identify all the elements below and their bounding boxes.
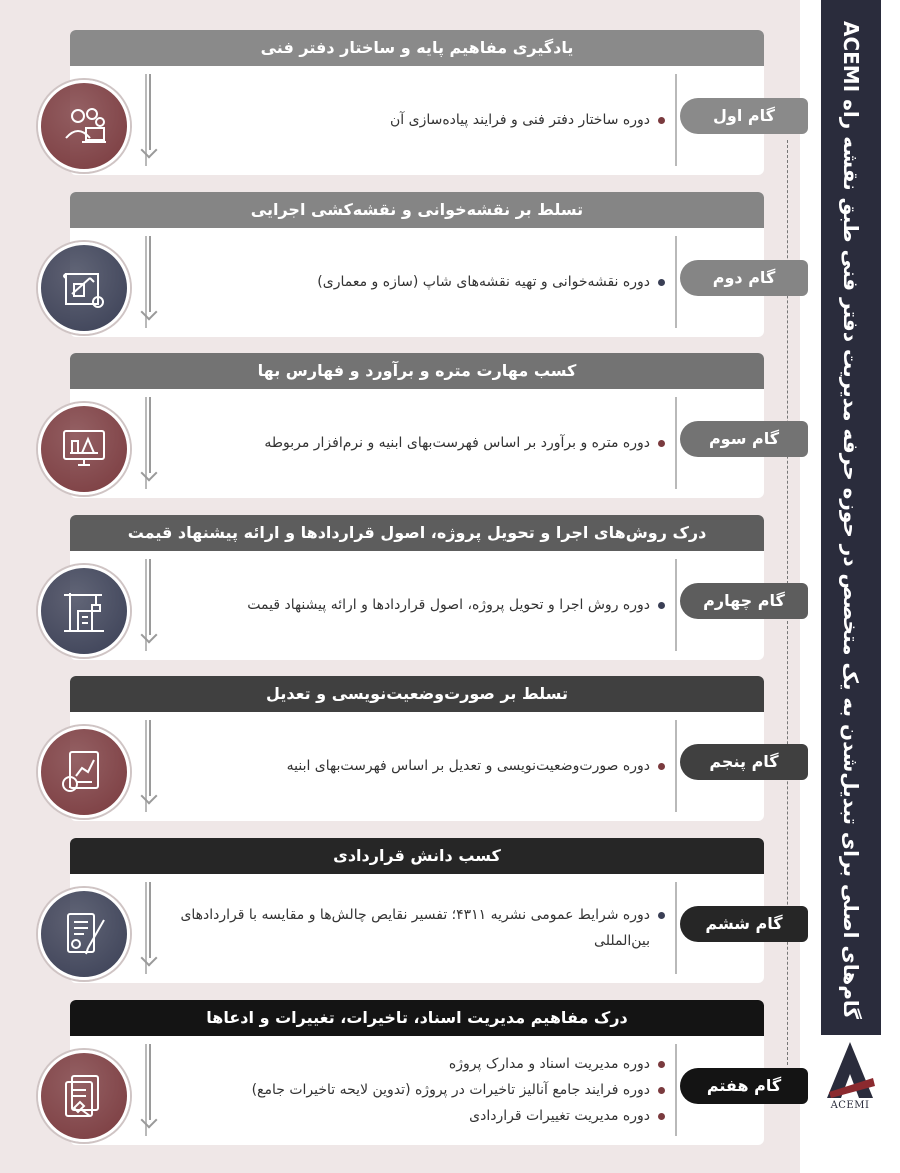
course-item — [160, 592, 665, 618]
course-label: دوره نقشه‌خوانی و تهیه نقشه‌های شاپ (سازه و معماری) — [317, 274, 650, 290]
down-arrow-icon — [149, 1044, 151, 1120]
blueprint-drafting-badge — [38, 242, 130, 334]
step-tab: گام دوم — [680, 260, 808, 296]
course-item — [160, 753, 665, 779]
course-label: دوره صورت‌وضعیت‌نویسی و تعدیل بر اساس فهرست‌بهای ابنیه — [286, 758, 650, 774]
bullet-icon — [658, 279, 665, 286]
down-arrow-icon — [149, 74, 151, 150]
down-arrow-icon — [149, 882, 151, 958]
step-card — [70, 192, 764, 337]
step-tab: گام اول — [680, 98, 808, 134]
course-item — [160, 430, 665, 456]
step-tab: گام پنجم — [680, 744, 808, 780]
blueprint-drafting-icon — [60, 264, 108, 312]
step-header: تسلط بر صورت‌وضعیت‌نویسی و تعدیل — [70, 676, 764, 712]
course-label: دوره متره و برآورد بر اساس فهرست‌بهای ابنیه و نرم‌افزار مربوطه — [264, 435, 650, 451]
bullet-icon — [658, 440, 665, 447]
step-tab: گام ششم — [680, 906, 808, 942]
bullet-icon — [658, 117, 665, 124]
contract-signing-icon — [60, 910, 108, 958]
course-list — [160, 397, 665, 489]
legal-documents-badge — [38, 1050, 130, 1142]
construction-crane-badge — [38, 565, 130, 657]
down-arrow-icon — [149, 559, 151, 635]
page-title: گام‌های اصلی برای تبدیل‌شدن به یک متخصص در حوزه حرفه مدیریت دفتر فنی طبق نقشه راه ACEMI — [839, 20, 863, 1020]
step-card — [70, 353, 764, 498]
course-label: دوره فرایند جامع آنالیز تاخیرات در پروژه (تدوین لایحه تاخیرات جامع) — [251, 1082, 650, 1098]
course-list — [160, 1044, 665, 1136]
construction-crane-icon — [60, 587, 108, 635]
step-header: یادگیری مفاهیم پایه و ساختار دفتر فنی — [70, 30, 764, 66]
contract-signing-badge — [38, 888, 130, 980]
course-list — [160, 74, 665, 166]
course-list — [160, 559, 665, 651]
bullet-icon — [658, 912, 665, 919]
course-list — [160, 720, 665, 812]
course-item — [160, 902, 665, 954]
down-arrow-icon — [149, 720, 151, 796]
estimation-monitor-badge — [38, 403, 130, 495]
down-arrow-icon — [149, 236, 151, 312]
step-card — [70, 838, 764, 983]
step-tab: گام هفتم — [680, 1068, 808, 1104]
step-header: کسب مهارت متره و برآورد و فهارس بها — [70, 353, 764, 389]
step-header: کسب دانش قراردادی — [70, 838, 764, 874]
course-item — [160, 1051, 665, 1077]
step-card — [70, 30, 764, 175]
course-item — [160, 1077, 665, 1103]
step-header: درک مفاهیم مدیریت اسناد، تاخیرات، تغییرات و ادعاها — [70, 1000, 764, 1036]
invoice-chart-icon — [60, 748, 108, 796]
estimation-monitor-icon — [60, 425, 108, 473]
course-label: دوره مدیریت تغییرات قراردادی — [469, 1108, 650, 1124]
step-tab: گام چهارم — [680, 583, 808, 619]
legal-documents-icon — [60, 1072, 108, 1120]
bullet-icon — [658, 1061, 665, 1068]
step-card — [70, 1000, 764, 1145]
down-arrow-icon — [149, 397, 151, 473]
course-list — [160, 882, 665, 974]
bullet-icon — [658, 763, 665, 770]
course-item — [160, 107, 665, 133]
invoice-chart-badge — [38, 726, 130, 818]
step-card — [70, 515, 764, 660]
course-item — [160, 269, 665, 295]
bullet-icon — [658, 1113, 665, 1120]
course-list — [160, 236, 665, 328]
bullet-icon — [658, 602, 665, 609]
engineer-gears-badge — [38, 80, 130, 172]
course-label: دوره مدیریت اسناد و مدارک پروژه — [448, 1056, 650, 1072]
course-label: دوره روش اجرا و تحویل پروژه، اصول قراردادها و ارائه پیشنهاد قیمت — [247, 597, 650, 613]
engineer-gears-icon — [60, 102, 108, 150]
step-header: تسلط بر نقشه‌خوانی و نقشه‌کشی اجرایی — [70, 192, 764, 228]
step-tab: گام سوم — [680, 421, 808, 457]
bullet-icon — [658, 1087, 665, 1094]
logo-text: ACEMI — [830, 1100, 870, 1111]
course-label: دوره ساختار دفتر فنی و فرایند پیاده‌سازی آن — [390, 112, 650, 128]
course-label: دوره شرایط عمومی نشریه ۴۳۱۱؛ تفسیر نقایص چالش‌ها و مقایسه با قراردادهای بین‌المللی — [180, 907, 650, 949]
step-header: درک روش‌های اجرا و تحویل پروژه، اصول قراردادها و ارائه پیشنهاد قیمت — [70, 515, 764, 551]
course-item — [160, 1103, 665, 1129]
step-card — [70, 676, 764, 821]
